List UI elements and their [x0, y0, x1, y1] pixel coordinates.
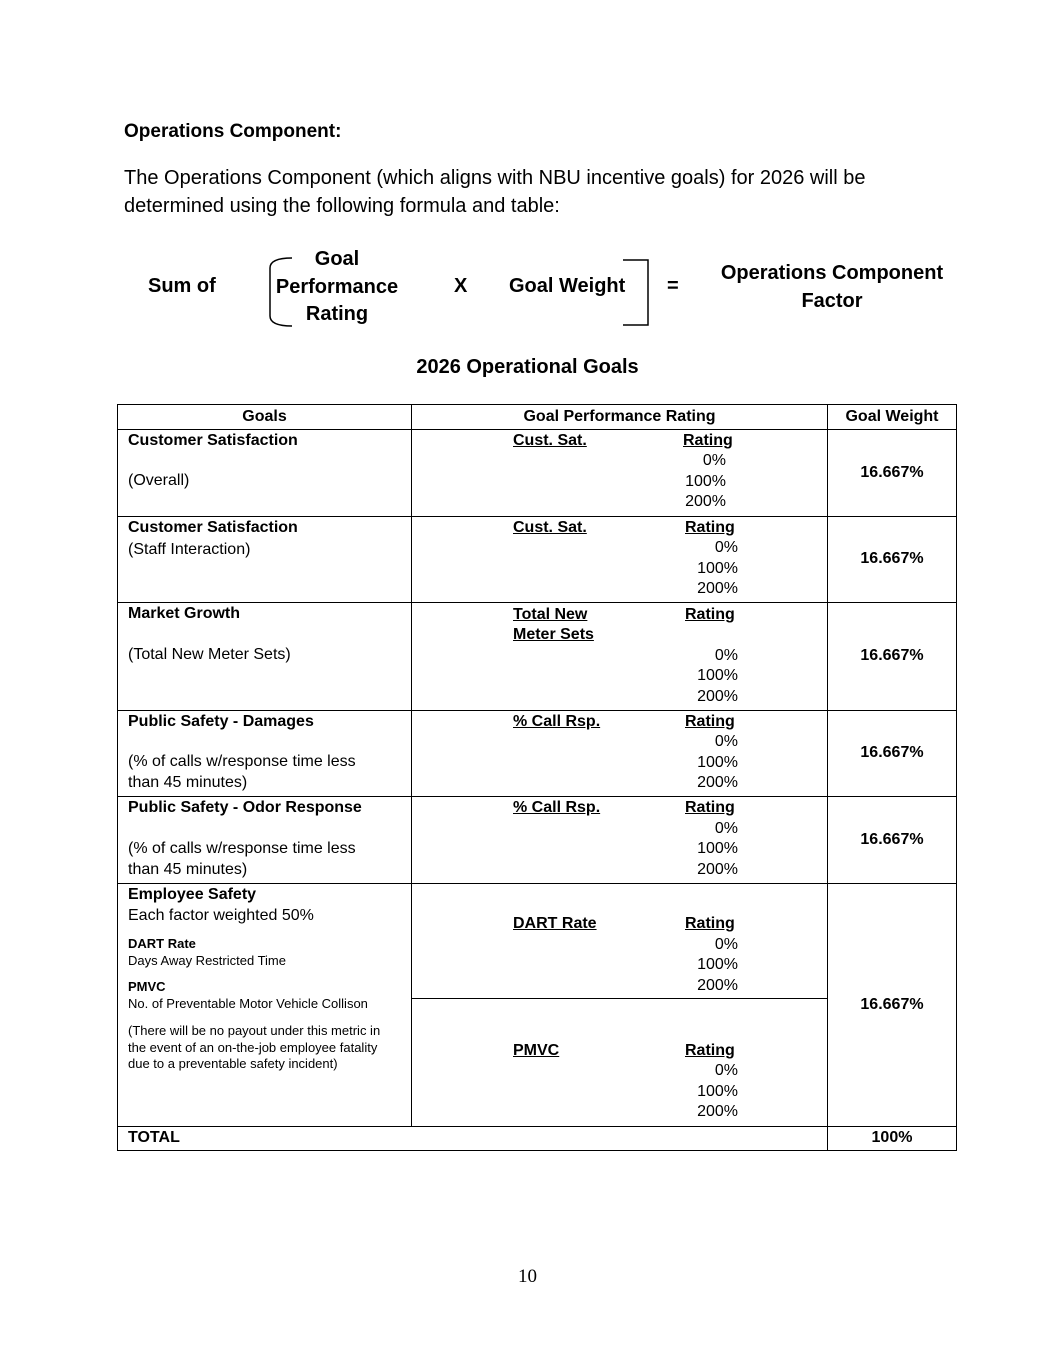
column-divider	[411, 405, 412, 1126]
metric-label: PMVC	[513, 1042, 560, 1059]
rating-label: Rating	[683, 432, 733, 449]
pmvc-description: No. of Preventable Motor Vehicle Collison	[128, 996, 368, 1011]
rating-level: 200%	[697, 688, 738, 705]
pmvc-label: PMVC	[128, 979, 166, 994]
row-divider	[118, 602, 956, 603]
formula-times: X	[454, 275, 468, 297]
goal-weight-value: 16.667%	[860, 744, 924, 761]
goal-subtitle: Each factor weighted 50%	[128, 907, 314, 924]
formula-goal-performance-rating	[268, 246, 406, 329]
metric-label: Meter Sets	[513, 626, 594, 643]
rating-level: 0%	[714, 733, 738, 750]
rating-level: 100%	[697, 956, 738, 973]
rating-level: 200%	[697, 977, 738, 994]
goal-name: Public Safety - Damages	[128, 713, 314, 730]
rating-level: 0%	[714, 820, 738, 837]
rating-level: 200%	[685, 493, 726, 510]
formula-gpr-line: Rating	[305, 303, 369, 325]
formula-equals: =	[667, 275, 679, 297]
page-number: 10	[518, 1266, 537, 1287]
metric-label: Total New	[513, 606, 588, 623]
rating-level: 100%	[697, 1083, 738, 1100]
formula-result-line: Operations Component	[720, 262, 944, 284]
row-divider	[118, 516, 956, 517]
rating-level: 200%	[697, 1103, 738, 1120]
row-divider	[118, 710, 956, 711]
rating-label: Rating	[685, 799, 735, 816]
row-divider	[118, 883, 956, 884]
metric-label: DART Rate	[513, 915, 597, 932]
row-divider	[118, 429, 956, 430]
goal-weight-value: 16.667%	[860, 996, 924, 1013]
dart-description: Days Away Restricted Time	[128, 953, 286, 968]
rating-label: Rating	[685, 606, 735, 623]
rating-level: 100%	[697, 840, 738, 857]
dart-label: DART Rate	[128, 936, 196, 951]
safety-note: the event of an on-the-job employee fatality	[128, 1040, 378, 1055]
goal-name: Customer Satisfaction	[128, 519, 298, 536]
safety-note: due to a preventable safety incident)	[128, 1056, 338, 1071]
formula-gpr-line: Goal	[314, 248, 360, 270]
rating-level: 100%	[697, 667, 738, 684]
table-title: 2026 Operational Goals	[416, 356, 639, 378]
metric-label: Cust. Sat.	[513, 432, 587, 449]
rating-level: 200%	[697, 580, 738, 597]
rating-level: 0%	[714, 1062, 738, 1079]
rating-level: 0%	[714, 539, 738, 556]
goal-name: Market Growth	[128, 605, 241, 622]
header-goal-weight: Goal Weight	[845, 408, 939, 425]
goal-weight-value: 16.667%	[860, 831, 924, 848]
rating-level: 200%	[697, 861, 738, 878]
rating-label: Rating	[685, 713, 735, 730]
goal-subtitle: (Total New Meter Sets)	[128, 646, 291, 663]
right-bracket-icon	[620, 258, 650, 328]
row-divider	[118, 796, 956, 797]
formula-gpr-line: Performance	[275, 275, 399, 298]
operational-goals-table	[117, 404, 957, 1151]
rating-label: Rating	[685, 915, 735, 932]
intro-paragraph: The Operations Component (which aligns with NBU incentive goals) for 2026 will be determined using the following formula and table:	[124, 167, 866, 217]
goal-subtitle: than 45 minutes)	[128, 774, 248, 791]
metric-label: % Call Rsp.	[513, 799, 601, 816]
row-divider	[411, 998, 827, 999]
formula-sum-of: Sum of	[148, 275, 216, 297]
row-divider	[118, 1126, 956, 1127]
rating-label: Rating	[685, 519, 735, 536]
goal-subtitle: (Overall)	[128, 472, 190, 489]
goal-subtitle: (Staff Interaction)	[128, 541, 251, 558]
rating-level: 100%	[685, 473, 726, 490]
formula-result	[712, 260, 952, 315]
header-goals: Goals	[242, 408, 287, 425]
goal-weight-value: 16.667%	[860, 647, 924, 664]
safety-note: (There will be no payout under this metric in	[128, 1023, 381, 1038]
metric-label: Cust. Sat.	[513, 519, 587, 536]
formula-result-line: Factor	[801, 289, 863, 312]
goal-name: Employee Safety	[128, 886, 257, 903]
rating-level: 0%	[702, 452, 726, 469]
formula-goal-weight: Goal Weight	[509, 275, 626, 297]
rating-level: 0%	[714, 647, 738, 664]
total-label: TOTAL	[128, 1129, 180, 1146]
rating-level: 100%	[697, 560, 738, 577]
goal-subtitle: (% of calls w/response time less	[128, 840, 356, 857]
goal-name: Public Safety - Odor Response	[128, 799, 362, 816]
rating-level: 200%	[697, 774, 738, 791]
goal-subtitle: (% of calls w/response time less	[128, 753, 356, 770]
header-goal-performance-rating: Goal Performance Rating	[523, 408, 716, 425]
rating-level: 0%	[714, 936, 738, 953]
rating-label: Rating	[685, 1042, 735, 1059]
total-weight: 100%	[871, 1129, 913, 1146]
goal-weight-value: 16.667%	[860, 464, 924, 481]
goal-subtitle: than 45 minutes)	[128, 861, 248, 878]
rating-level: 100%	[697, 754, 738, 771]
section-heading: Operations Component:	[124, 121, 342, 142]
goal-weight-value: 16.667%	[860, 550, 924, 567]
goal-name: Customer Satisfaction	[128, 432, 298, 449]
metric-label: % Call Rsp.	[513, 713, 601, 730]
